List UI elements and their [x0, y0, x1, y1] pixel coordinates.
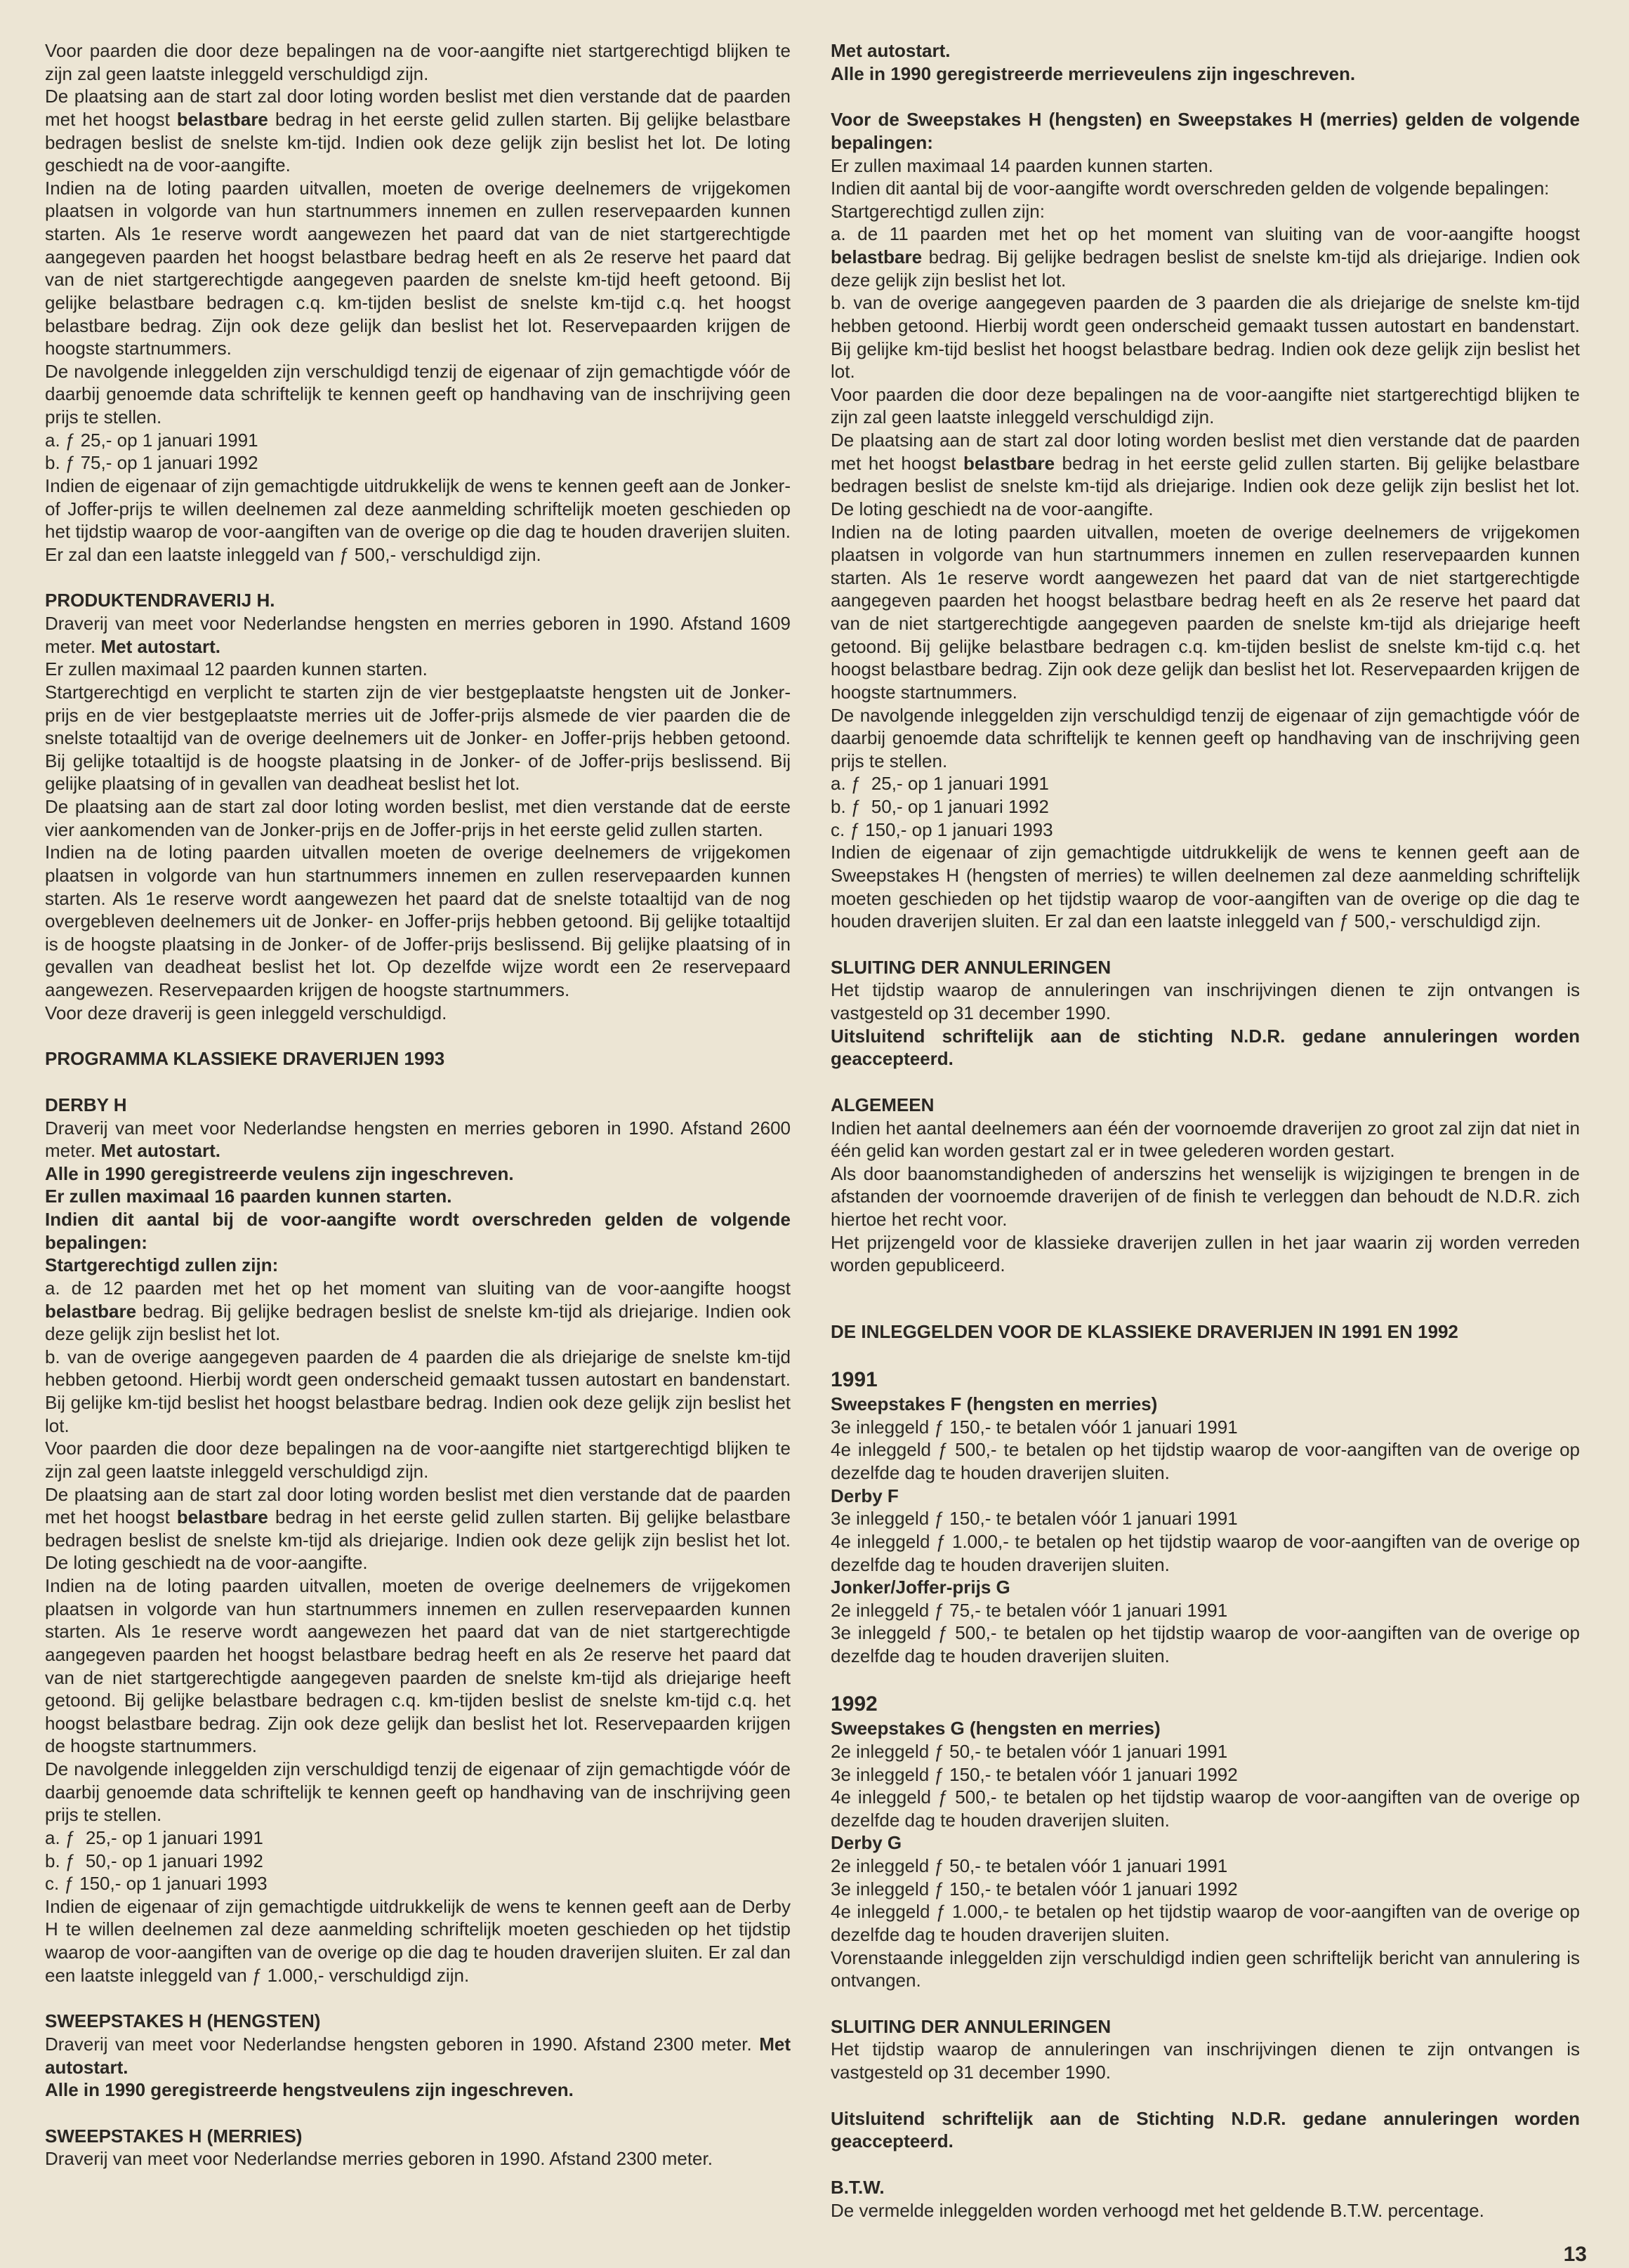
section-heading: SLUITING DER ANNULERINGEN	[831, 956, 1112, 978]
section-heading: SLUITING DER ANNULERINGEN	[831, 2015, 1112, 2037]
section-heading: SWEEPSTAKES H (MERRIES)	[45, 2125, 303, 2147]
paragraph: Indien de eigenaar of zijn gemachtigde uitdrukkelijk de wens te kennen geeft aan de Jonker- of Joffer-prijs te willen deelnemen zal deze aanmelding schriftelijk moeten geschieden op het tijdstip waarop de voor-aangiften van de overige op die dag te houden draverijen sluiten. Er zal dan een laatste inleggeld van ƒ 500,- verschuldigd zijn.	[45, 475, 791, 565]
paragraph: Indien na de loting paarden uitvallen, moeten de overige deelnemers de vrijgekomen plaatsen in volgorde van hun startnummers innemen en zullen reservepaarden kunnen starten. Als 1e reserve wordt aangewezen het paard dat van de niet startgerechtigde aangegeven paarden het hoogst belastbare bedrag heeft en als 2e reserve het paard dat van de niet startgerechtigde aangegeven paarden de snelste km-tijd als driejarige heeft getoond. Bij gelijke belastbare bedragen c.q. km-tijden beslist de snelste km-tijd c.q. het hoogst belastbare bedrag. Zijn ook deze gelijk dan beslist het lot. Reservepaarden krijgen de hoogste startnummers.	[831, 521, 1580, 703]
subsection-heading: Sweepstakes G (hengsten en merries)	[831, 1718, 1161, 1739]
section-heading: PROGRAMMA KLASSIEKE DRAVERIJEN 1993	[45, 1048, 445, 1070]
bold-line: Alle in 1990 geregistreerde merrieveulens zijn ingeschreven.	[831, 62, 1356, 84]
paragraph: a. de 12 paarden met het op het moment van sluiting van de voor-aangifte hoogst belastbare bedrag. Bij gelijke bedragen beslist de snelste km-tijd als driejarige. Indien ook deze gelijk zijn beslist het lot.	[45, 1277, 791, 1345]
bold-line: Er zullen maximaal 16 paarden kunnen starten.	[45, 1186, 452, 1207]
fee-line: c. ƒ 150,- op 1 januari 1993	[831, 818, 1053, 840]
subsection-heading: Derby F	[831, 1485, 899, 1506]
paragraph: Het tijdstip waarop de annuleringen van inschrijvingen dienen te zijn ontvangen is vastgesteld op 31 december 1990.	[831, 979, 1580, 1023]
paragraph: Draverij van meet voor Nederlandse hengsten geboren in 1990. Afstand 2300 meter. Met autostart.	[45, 2033, 791, 2078]
fee-line: 3e inleggeld ƒ 150,- te betalen vóór 1 januari 1991	[831, 1508, 1238, 1530]
section-heading: B.T.W.	[831, 2176, 885, 2198]
fee-line: 2e inleggeld ƒ 50,- te betalen vóór 1 januari 1991	[831, 1740, 1228, 1762]
paragraph: Er zullen maximaal 14 paarden kunnen starten.	[831, 154, 1213, 176]
section-heading: DE INLEGGELDEN VOOR DE KLASSIEKE DRAVERIJEN IN 1991 EN 1992	[831, 1320, 1458, 1342]
paragraph: De plaatsing aan de start zal door loting worden beslist met dien verstande dat de paarden met het hoogst belastbare bedrag in het eerste gelid zullen starten. Bij gelijke belastbare bedragen beslist de snelste km-tijd als driejarige. Indien ook deze gelijk zijn beslist het lot. De loting geschiedt na de voor-aangifte.	[831, 430, 1580, 519]
paragraph: a. de 11 paarden met het op het moment van sluiting van de voor-aangifte hoogst belastbare bedrag. Bij gelijke bedragen beslist de snelste km-tijd als driejarige. Indien ook deze gelijk zijn beslist het lot.	[831, 223, 1580, 291]
bold-line: Uitsluitend schriftelijk aan de Stichting N.D.R. gedane annuleringen worden geaccepteerd.	[831, 2107, 1580, 2152]
fee-line: 2e inleggeld ƒ 75,- te betalen vóór 1 januari 1991	[831, 1599, 1228, 1621]
fee-line: a. ƒ 25,- op 1 januari 1991	[831, 773, 1049, 795]
fee-line: 4e inleggeld ƒ 500,- te betalen op het tijdstip waarop de voor-aangiften van de overige op dezelfde dag te houden draverijen sluiten.	[831, 1439, 1580, 1484]
fee-line: b. ƒ 75,- op 1 januari 1992	[45, 452, 258, 474]
fee-line: 4e inleggeld ƒ 1.000,- te betalen op het tijdstip waarop de voor-aangiften van de overige op dezelfde dag te houden draverijen sluiten.	[831, 1901, 1580, 1945]
subsection-heading: Sweepstakes F (hengsten en merries)	[831, 1393, 1158, 1415]
paragraph: Draverij van meet voor Nederlandse hengsten en merries geboren in 1990. Afstand 2600 meter. Met autostart.	[45, 1117, 791, 1162]
fee-line: 4e inleggeld ƒ 500,- te betalen op het tijdstip waarop de voor-aangiften van de overige op dezelfde dag te houden draverijen sluiten.	[831, 1786, 1580, 1831]
paragraph: Draverij van meet voor Nederlandse hengsten en merries geboren in 1990. Afstand 1609 meter. Met autostart.	[45, 613, 791, 657]
year-heading: 1991	[831, 1367, 878, 1391]
paragraph: Voor paarden die door deze bepalingen na de voor-aangifte niet startgerechtigd blijken te zijn zal geen laatste inleggeld verschuldigd zijn.	[831, 383, 1580, 428]
section-heading: SWEEPSTAKES H (HENGSTEN)	[45, 2010, 321, 2032]
page-number: 13	[1563, 2243, 1587, 2266]
subsection-heading: Derby G	[831, 1832, 902, 1854]
paragraph: Indien de eigenaar of zijn gemachtigde uitdrukkelijk de wens te kennen geeft aan de Sweepstakes H (hengsten of merries) te willen deelnemen zal deze aanmelding schriftelijk moeten geschieden op het tijdstip waarop de voor-aangiften van de overige op die dag te houden draverijen sluiten. Er zal dan een laatste inleggeld van ƒ 500,- verschuldigd zijn.	[831, 842, 1580, 932]
paragraph: De plaatsing aan de start zal door loting worden beslist met dien verstande dat de paarden met het hoogst belastbare bedrag in het eerste gelid zullen starten. Bij gelijke belastbare bedragen beslist de snelste km-tijd. Indien ook deze gelijk zijn beslist het lot. De loting geschiedt na de voor-aangifte.	[45, 86, 791, 176]
fee-line: 3e inleggeld ƒ 500,- te betalen op het tijdstip waarop de voor-aangiften van de overige op dezelfde dag te houden draverijen sluiten.	[831, 1622, 1580, 1667]
paragraph: Het tijdstip waarop de annuleringen van inschrijvingen dienen te zijn ontvangen is vastgesteld op 31 december 1990.	[831, 2038, 1580, 2083]
paragraph: Startgerechtigd en verplicht te starten zijn de vier bestgeplaatste hengsten uit de Jonker-prijs en de vier bestgeplaatste merries uit de Joffer-prijs alsmede de vier paarden die de snelste totaaltijd van de overige deelnemers uit de Jonker- en Joffer-prijs hebben getoond. Bij gelijke totaaltijd is de hoogste plaatsing in de Jonker- of de Joffer-prijs beslissend. Bij gelijke plaatsing of in gevallen van deadheat beslist het lot.	[45, 681, 791, 795]
paragraph: b. van de overige aangegeven paarden de 4 paarden die als driejarige de snelste km-tijd hebben getoond. Hierbij wordt geen onderscheid gemaakt tussen autostart en bandenstart. Bij gelijke km-tijd beslist het hoogst belastbare bedrag. Indien ook deze gelijk zijn beslist het lot.	[45, 1346, 791, 1436]
fee-line: b. ƒ 50,- op 1 januari 1992	[45, 1850, 263, 1871]
paragraph: Draverij van meet voor Nederlandse merries geboren in 1990. Afstand 2300 meter.	[45, 2148, 713, 2170]
paragraph: Als door baanomstandigheden of anderszins het wenselijk is wijzigingen te brengen in de afstanden der voornoemde draverijen of de finish te verleggen dan behoudt de N.D.R. zich hiertoe het recht voor.	[831, 1162, 1580, 1230]
paragraph: Indien de eigenaar of zijn gemachtigde uitdrukkelijk de wens te kennen geeft aan de Derby H te willen deelnemen zal deze aanmelding schriftelijk moeten geschieden op het tijdstip waarop de voor-aangiften van de overige op die dag te houden draverijen sluiten. Er zal dan een laatste inleggeld van ƒ 1.000,- verschuldigd zijn.	[45, 1895, 791, 1986]
left-column	[45, 39, 791, 2170]
paragraph: De vermelde inleggelden worden verhoogd met het geldende B.T.W. percentage.	[831, 2199, 1484, 2221]
fee-line: 2e inleggeld ƒ 50,- te betalen vóór 1 januari 1991	[831, 1855, 1228, 1877]
bold-line: Met autostart.	[831, 40, 951, 61]
fee-line: 4e inleggeld ƒ 1.000,- te betalen op het tijdstip waarop de voor-aangiften van de overige op dezelfde dag te houden draverijen sluiten.	[831, 1530, 1580, 1575]
fee-line: a. ƒ 25,- op 1 januari 1991	[45, 1826, 263, 1848]
fee-line: b. ƒ 50,- op 1 januari 1992	[831, 796, 1049, 817]
paragraph: De plaatsing aan de start zal door loting worden beslist, met dien verstande dat de eerste vier aankomenden van de Jonker-prijs en de Joffer-prijs in het eerste gelid zullen starten.	[45, 796, 791, 840]
bold-line: Indien dit aantal bij de voor-aangifte wordt overschreden gelden de volgende bepalingen:	[45, 1209, 791, 1253]
paragraph: Indien het aantal deelnemers aan één der voornoemde draverijen zo groot zal zijn dat niet in één gelid kan worden gestart zal er in twee gelederen worden gestart.	[831, 1117, 1580, 1162]
fee-line: 3e inleggeld ƒ 150,- te betalen vóór 1 januari 1992	[831, 1763, 1238, 1785]
paragraph: Voor deze draverij is geen inleggeld verschuldigd.	[45, 1002, 447, 1023]
bold-line: Alle in 1990 geregistreerde veulens zijn ingeschreven.	[45, 1162, 514, 1184]
paragraph: Voor paarden die door deze bepalingen na de voor-aangifte niet startgerechtigd blijken te zijn zal geen laatste inleggeld verschuldigd zijn.	[45, 40, 791, 84]
paragraph: De plaatsing aan de start zal door loting worden beslist met dien verstande dat de paarden met het hoogst belastbare bedrag in het eerste gelid zullen starten. Bij gelijke belastbare bedragen beslist de snelste km-tijd als driejarige. Indien ook deze gelijk zijn beslist het lot. De loting geschiedt na de voor-aangifte.	[45, 1483, 791, 1574]
year-heading: 1992	[831, 1692, 878, 1716]
paragraph: De navolgende inleggelden zijn verschuldigd tenzij de eigenaar of zijn gemachtigde vóór de daarbij genoemde data schriftelijk te kennen geeft op handhaving van de inschrijving geen prijs te stellen.	[831, 704, 1580, 771]
fee-line: c. ƒ 150,- op 1 januari 1993	[45, 1873, 268, 1895]
subsection-heading: Jonker/Joffer-prijs G	[831, 1577, 1010, 1598]
paragraph: Er zullen maximaal 12 paarden kunnen starten.	[45, 658, 428, 680]
fee-line: 3e inleggeld ƒ 150,- te betalen vóór 1 januari 1992	[831, 1878, 1238, 1899]
paragraph: Vorenstaande inleggelden zijn verschuldigd indien geen schriftelijk bericht van annulering is ontvangen.	[831, 1947, 1580, 1991]
paragraph: De navolgende inleggelden zijn verschuldigd tenzij de eigenaar of zijn gemachtigde vóór de daarbij genoemde data schriftelijk te kennen geeft op handhaving van de inschrijving geen prijs te stellen.	[45, 360, 791, 427]
paragraph: Het prijzengeld voor de klassieke draverijen zullen in het jaar waarin zij worden verreden worden gepubliceerd.	[831, 1231, 1580, 1276]
section-heading: PRODUKTENDRAVERIJ H.	[45, 590, 275, 611]
paragraph: Voor paarden die door deze bepalingen na de voor-aangifte niet startgerechtigd blijken te zijn zal geen laatste inleggeld verschuldigd zijn.	[45, 1438, 791, 1482]
section-heading: ALGEMEEN	[831, 1094, 935, 1115]
paragraph: De navolgende inleggelden zijn verschuldigd tenzij de eigenaar of zijn gemachtigde vóór de daarbij genoemde data schriftelijk te kennen geeft op handhaving van de inschrijving geen prijs te stellen.	[45, 1758, 791, 1826]
right-column	[831, 39, 1580, 2222]
paragraph: Indien dit aantal bij de voor-aangifte wordt overschreden gelden de volgende bepalingen:	[831, 178, 1550, 199]
paragraph: Indien na de loting paarden uitvallen, moeten de overige deelnemers de vrijgekomen plaatsen in volgorde van hun startnummers innemen en zullen reservepaarden kunnen starten. Als 1e reserve wordt aangewezen het paard dat van de niet startgerechtigde aangegeven paarden het hoogst belastbare bedrag heeft en als 2e reserve het paard dat van de niet startgerechtigde aangegeven paarden de snelste km-tijd als driejarige heeft getoond. Bij gelijke belastbare bedragen c.q. km-tijden beslist de snelste km-tijd c.q. het hoogst belastbare bedrag. Zijn ook deze gelijk dan beslist het lot. Reservepaarden krijgen de hoogste startnummers.	[45, 1575, 791, 1757]
fee-line: 3e inleggeld ƒ 150,- te betalen vóór 1 januari 1991	[831, 1416, 1238, 1438]
paragraph: Indien na de loting paarden uitvallen moeten de overige deelnemers de vrijgekomen plaatsen in volgorde van hun startnummers innemen en zullen reservepaarden kunnen starten. Als 1e reserve wordt aangewezen het paard dat de snelste totaaltijd van de nog overgebleven deelnemers uit de Jonker- en Joffer-prijs hebben getoond. Bij gelijke totaaltijd is de hoogste plaatsing in de Jonker- of de Joffer-prijs beslissend. Bij gelijke plaatsing of in gevallen van deadheat beslist het lot. Op dezelfde wijze wordt een 2e reservepaard aangewezen. Reservepaarden krijgen de hoogste startnummers.	[45, 842, 791, 1000]
bold-line: Alle in 1990 geregistreerde hengstveulens zijn ingeschreven.	[45, 2079, 574, 2101]
bold-line: Uitsluitend schriftelijk aan de stichting N.D.R. gedane annuleringen worden geaccepteerd.	[831, 1025, 1580, 1070]
section-heading: Voor de Sweepstakes H (hengsten) en Sweepstakes H (merries) gelden de volgende bepalingen:	[831, 109, 1580, 153]
bold-line: Startgerechtigd zullen zijn:	[45, 1254, 279, 1276]
paragraph: b. van de overige aangegeven paarden de 3 paarden die als driejarige de snelste km-tijd hebben getoond. Hierbij wordt geen onderscheid gemaakt tussen autostart en bandenstart. Bij gelijke km-tijd beslist het hoogst belastbare bedrag. Indien ook deze gelijk zijn beslist het lot.	[831, 292, 1580, 383]
paragraph: Indien na de loting paarden uitvallen, moeten de overige deelnemers de vrijgekomen plaatsen in volgorde van hun startnummers innemen en zullen reservepaarden kunnen starten. Als 1e reserve wordt aangewezen het paard dat van de niet startgerechtigde aangegeven paarden het hoogst belastbare bedrag heeft en als 2e reserve het paard dat van de niet startgerechtigde aangegeven paarden de snelste km-tijd heeft getoond. Bij gelijke belastbare bedragen c.q. km-tijden beslist de snelste km-tijd c.q. het hoogst belastbare bedrag. Zijn ook deze gelijk dan beslist het lot. Reservepaarden krijgen de hoogste startnummers.	[45, 177, 791, 359]
section-heading: DERBY H	[45, 1094, 127, 1115]
paragraph: Startgerechtigd zullen zijn:	[831, 200, 1045, 222]
fee-line: a. ƒ 25,- op 1 januari 1991	[45, 429, 258, 451]
